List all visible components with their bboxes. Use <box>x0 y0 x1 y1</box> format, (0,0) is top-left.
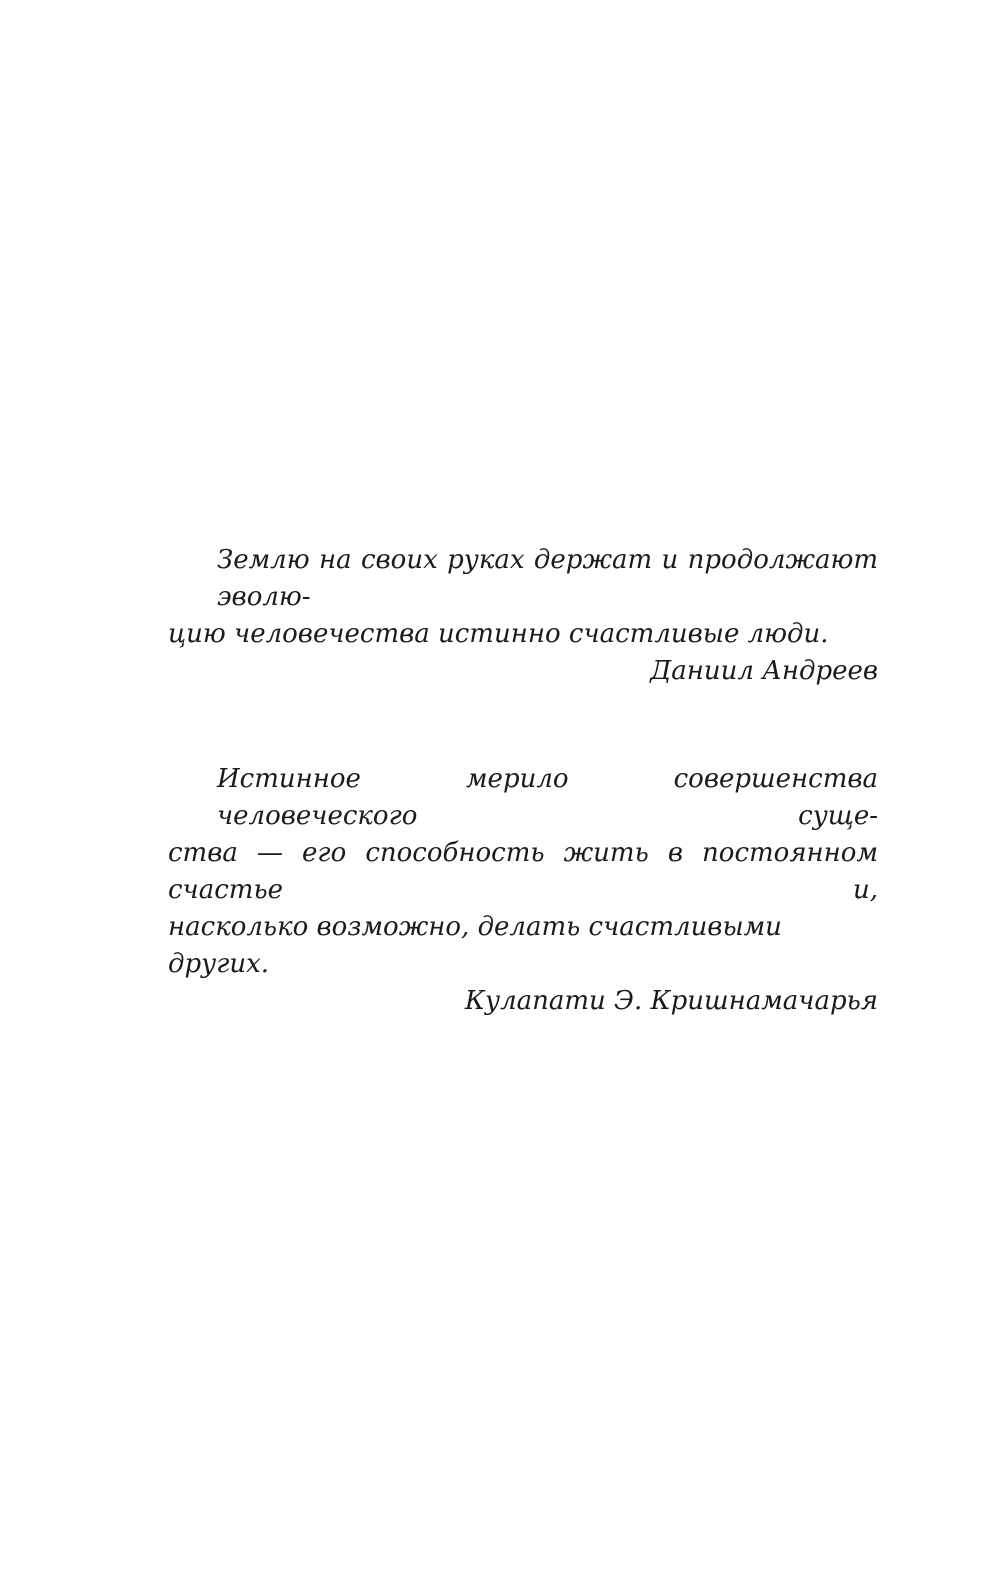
quote-2-attribution: Кулапати Э. Кришнамачарья <box>464 986 878 1016</box>
quote-2-line-1: Истинное мерило совершенства человеческого суще- <box>217 764 878 831</box>
quote-1-line-1: Землю на своих руках держат и продолжают эволю- <box>217 545 878 612</box>
quote-1-text <box>168 542 878 653</box>
epigraph-quote-1 <box>168 542 878 690</box>
quote-1-line-2: цию человечества истинно счастливые люди. <box>168 619 829 649</box>
quote-2-line-2: ства — его способность жить в постоянном счастье и, <box>168 838 878 905</box>
epigraph-quote-2 <box>168 761 878 1020</box>
quote-2-text <box>168 761 878 983</box>
epigraph-section <box>168 0 878 1020</box>
quote-1-attribution: Даниил Андреев <box>650 656 878 686</box>
quote-2-line-3: насколько возможно, делать счастливыми других. <box>168 912 782 979</box>
